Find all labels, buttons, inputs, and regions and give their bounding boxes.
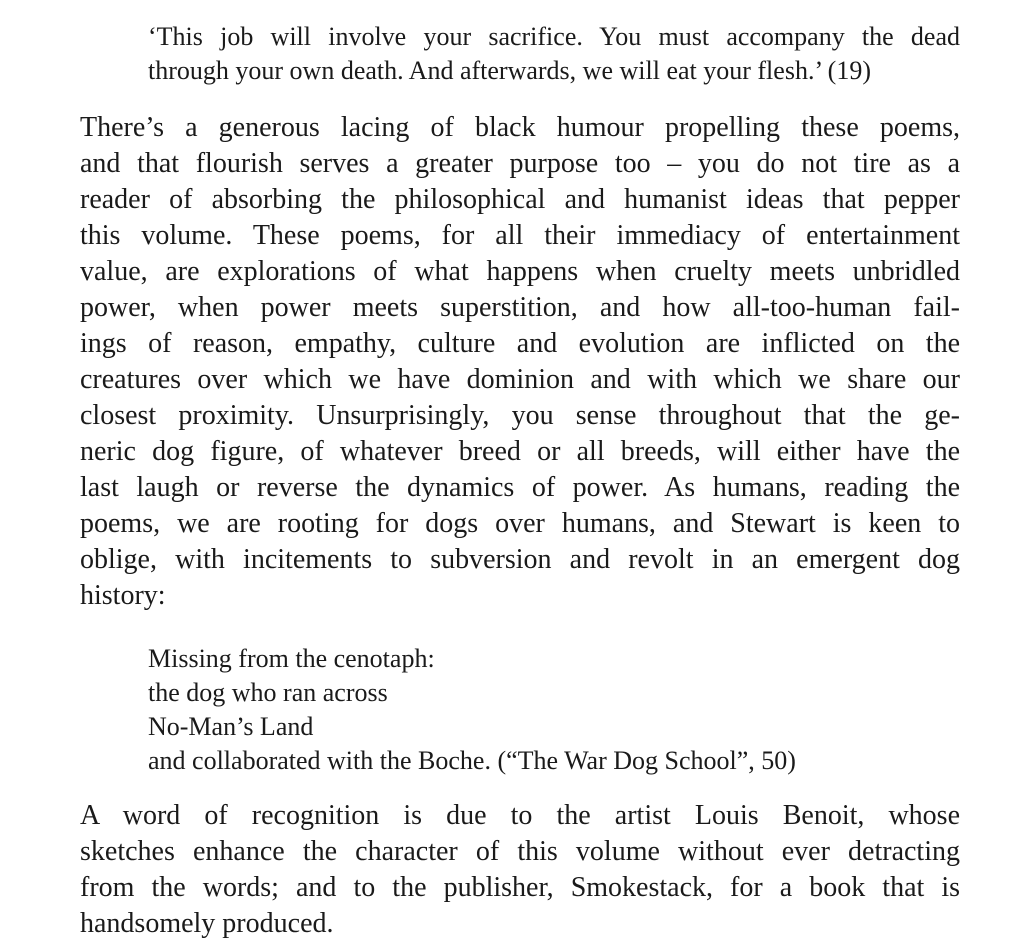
quote-line: ‘This job will involve your sacrifice. You must accompany the dead (148, 22, 960, 51)
paragraph-line: history: (80, 580, 166, 611)
paragraph-line: closest proximity. Unsurprisingly, you sense throughout that the ge- (80, 400, 960, 431)
paragraph-line: ings of reason, empathy, culture and evolution are inflicted on the (80, 328, 960, 359)
paragraph-line: handsomely produced. (80, 908, 334, 939)
body-paragraph-1 (80, 110, 960, 614)
paragraph-line: neric dog figure, of whatever breed or all breeds, will either have the (80, 436, 960, 467)
paragraph-line: power, when power meets superstition, and how all-too-human fail- (80, 292, 960, 323)
quote-line: through your own death. And afterwards, we will eat your flesh.’ (19) (148, 56, 871, 85)
verse-line: the dog who ran across (148, 678, 388, 707)
verse-quote (148, 642, 960, 778)
verse-line: and collaborated with the Boche. (“The War Dog School”, 50) (148, 746, 796, 775)
paragraph-line: reader of absorbing the philosophical and humanist ideas that pepper (80, 184, 960, 215)
paragraph-line: A word of recognition is due to the artist Louis Benoit, whose (80, 800, 960, 831)
paragraph-line: creatures over which we have dominion and with which we share our (80, 364, 960, 395)
paragraph-line: poems, we are rooting for dogs over humans, and Stewart is keen to (80, 508, 960, 539)
paragraph-line: and that flourish serves a greater purpose too – you do not tire as a (80, 148, 960, 179)
paragraph-line: from the words; and to the publisher, Smokestack, for a book that is (80, 872, 960, 903)
paragraph-line: There’s a generous lacing of black humour propelling these poems, (80, 112, 960, 143)
paragraph-line: oblige, with incitements to subversion and revolt in an emergent dog (80, 544, 960, 575)
block-quote-top (148, 20, 960, 88)
paragraph-line: sketches enhance the character of this volume without ever detracting (80, 836, 960, 867)
paragraph-line: value, are explorations of what happens when cruelty meets unbridled (80, 256, 960, 287)
paragraph-line: this volume. These poems, for all their immediacy of entertainment (80, 220, 960, 251)
paragraph-line: last laugh or reverse the dynamics of power. As humans, reading the (80, 472, 960, 503)
verse-line: No-Man’s Land (148, 712, 314, 741)
body-paragraph-2 (80, 798, 960, 942)
verse-line: Missing from the cenotaph: (148, 644, 435, 673)
